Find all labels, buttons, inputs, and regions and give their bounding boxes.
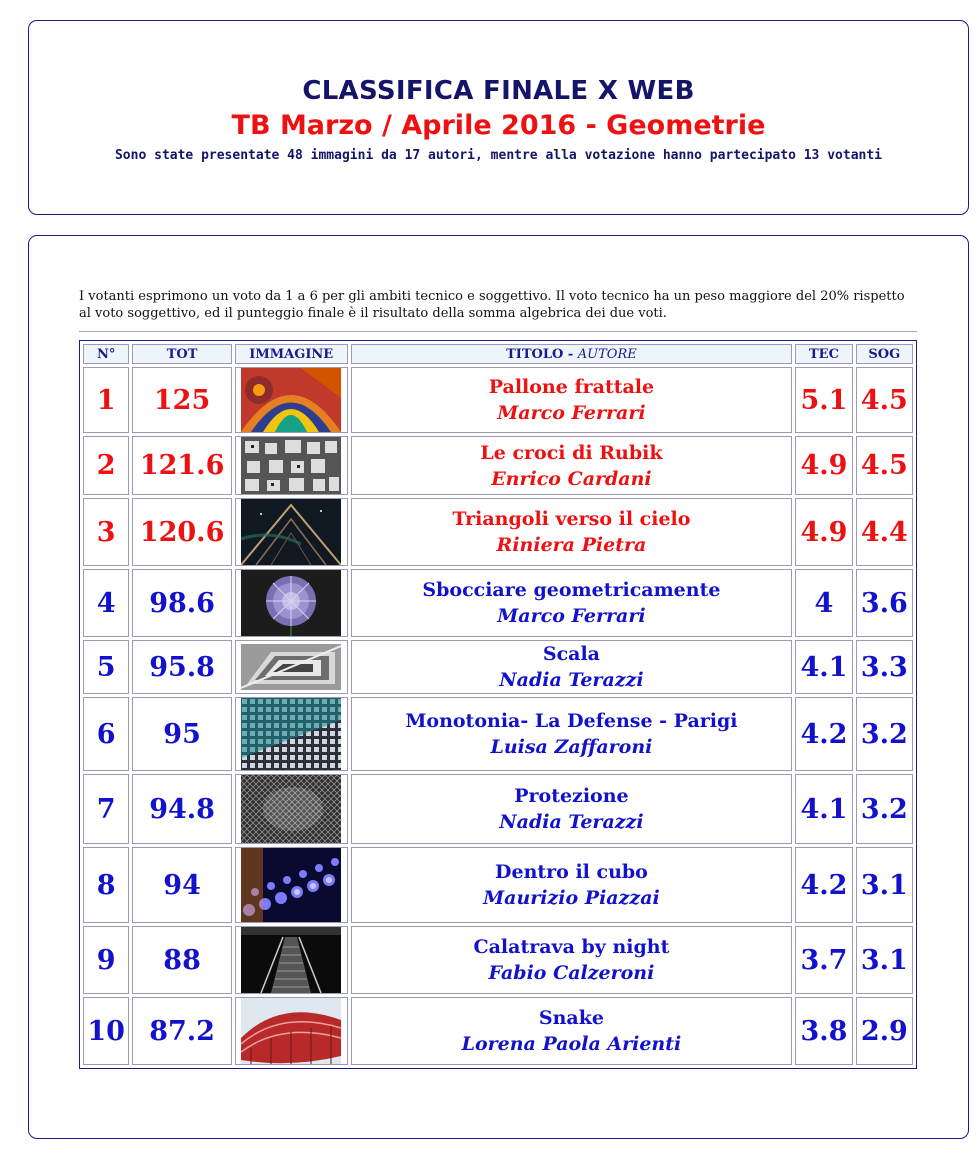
table-row (83, 569, 913, 637)
table-row (83, 436, 913, 495)
rank-cell: 4 (83, 569, 129, 637)
tec-score-cell: 4 (795, 569, 852, 637)
table-row (83, 997, 913, 1065)
contest-subtitle: TB Marzo / Aprile 2016 - Geometrie (231, 110, 766, 141)
photo-title: Snake (538, 1007, 604, 1029)
total-score-cell: 125 (132, 367, 232, 433)
col-header-separator: - (563, 346, 578, 362)
title-author-cell (351, 997, 793, 1065)
rank-cell: 3 (83, 498, 129, 566)
total-score-cell: 95 (132, 697, 232, 771)
rank-cell: 2 (83, 436, 129, 495)
divider (79, 331, 917, 332)
sog-score-cell: 2.9 (856, 997, 913, 1065)
photo-author: Nadia Terazzi (499, 669, 644, 691)
page-title: CLASSIFICA FINALE X WEB (302, 76, 695, 106)
total-score-cell: 95.8 (132, 640, 232, 694)
table-row (83, 926, 913, 994)
sog-score-cell: 3.2 (856, 697, 913, 771)
table-row (83, 847, 913, 923)
photo-title: Dentro il cubo (495, 861, 648, 883)
sog-score-cell: 3.1 (856, 847, 913, 923)
tec-score-cell: 3.8 (795, 997, 852, 1065)
ranking-table (79, 340, 917, 1069)
photo-title: Pallone frattale (488, 376, 655, 398)
rank-cell: 5 (83, 640, 129, 694)
sog-score-cell: 4.5 (856, 436, 913, 495)
total-score-cell: 94 (132, 847, 232, 923)
blue-lights-image[interactable] (236, 848, 347, 922)
title-author-cell (351, 847, 793, 923)
allium-flower-image[interactable] (236, 570, 347, 636)
tec-score-cell: 4.9 (795, 498, 852, 566)
tec-score-cell: 4.1 (795, 774, 852, 844)
table-row (83, 498, 913, 566)
photo-title: Le croci di Rubik (480, 441, 663, 464)
thumbnail-cell (235, 926, 348, 994)
title-author-cell (351, 774, 793, 844)
red-pavilion-image[interactable] (236, 998, 347, 1064)
table-header-row (83, 344, 913, 364)
total-score-cell: 98.6 (132, 569, 232, 637)
rank-cell: 6 (83, 697, 129, 771)
title-author-cell (351, 640, 793, 694)
staircase-image[interactable] (236, 644, 347, 690)
thumbnail-cell (235, 569, 348, 637)
tec-score-cell: 5.1 (795, 367, 852, 433)
total-score-cell: 121.6 (132, 436, 232, 495)
total-score-cell: 88 (132, 926, 232, 994)
photo-title: Calatrava by night (473, 936, 670, 958)
photo-author: Marco Ferrari (497, 402, 646, 424)
title-author-cell (351, 498, 793, 566)
thumbnail-cell (235, 498, 348, 566)
thumbnail-cell (235, 367, 348, 433)
thumbnail-cell (235, 774, 348, 844)
title-author-cell (351, 926, 793, 994)
col-header-rank: N° (83, 344, 129, 364)
stairs-night-image[interactable] (236, 927, 347, 993)
rank-cell: 8 (83, 847, 129, 923)
col-header-author: AUTORE (577, 346, 637, 362)
wire-mesh-image[interactable] (236, 775, 347, 843)
thumbnail-cell (235, 847, 348, 923)
thumbnail-cell (235, 436, 348, 495)
sog-score-cell: 3.6 (856, 569, 913, 637)
header-panel (28, 20, 969, 215)
sog-score-cell: 4.5 (856, 367, 913, 433)
table-row (83, 367, 913, 433)
tec-score-cell: 4.9 (795, 436, 852, 495)
photo-author: Riniera Pietra (496, 534, 647, 556)
photo-title: Triangoli verso il cielo (452, 508, 691, 530)
tec-score-cell: 3.7 (795, 926, 852, 994)
thumbnail-cell (235, 640, 348, 694)
tec-score-cell: 4.1 (795, 640, 852, 694)
table-row (83, 640, 913, 694)
title-author-cell (351, 697, 793, 771)
cube-grid-image[interactable] (236, 437, 347, 494)
photo-author: Fabio Calzeroni (488, 962, 655, 984)
sog-score-cell: 3.2 (856, 774, 913, 844)
table-row (83, 697, 913, 771)
sog-score-cell: 3.3 (856, 640, 913, 694)
title-author-cell (351, 367, 793, 433)
voting-rules-text: I votanti esprimono un voto da 1 a 6 per gli ambiti tecnico e soggettivo. Il voto tecnico ha un peso maggiore del 20% rispetto al voto soggettivo, ed il punteggio finale è il risultato della somma algebrica dei due voti. (79, 289, 905, 321)
photo-title: Sbocciare geometricamente (422, 579, 721, 601)
col-header-total: TOT (132, 344, 232, 364)
total-score-cell: 87.2 (132, 997, 232, 1065)
night-sky-structure-image[interactable] (236, 499, 347, 565)
rank-cell: 9 (83, 926, 129, 994)
col-header-image: IMMAGINE (235, 344, 348, 364)
col-header-sog: SOG (856, 344, 913, 364)
sog-score-cell: 3.1 (856, 926, 913, 994)
photo-author: Lorena Paola Arienti (461, 1033, 682, 1055)
contest-summary: Sono state presentate 48 immagini da 17 autori, mentre alla votazione hanno partecipato 13 votanti (114, 148, 882, 163)
tec-score-cell: 4.2 (795, 697, 852, 771)
total-score-cell: 94.8 (132, 774, 232, 844)
photo-author: Luisa Zaffaroni (490, 736, 653, 758)
hot-air-balloon-image[interactable] (236, 368, 347, 432)
rank-cell: 10 (83, 997, 129, 1065)
table-row (83, 774, 913, 844)
photo-title: Protezione (514, 785, 629, 807)
sog-score-cell: 4.4 (856, 498, 913, 566)
photo-author: Marco Ferrari (497, 605, 646, 627)
col-header-tec: TEC (795, 344, 852, 364)
thumbnail-cell (235, 697, 348, 771)
tec-score-cell: 4.2 (795, 847, 852, 923)
photo-author: Enrico Cardani (491, 467, 652, 490)
col-header-title-author (351, 344, 793, 364)
title-author-cell (351, 436, 793, 495)
col-header-title: TITOLO (506, 346, 564, 362)
rank-cell: 7 (83, 774, 129, 844)
photo-author: Maurizio Piazzai (483, 887, 660, 909)
photo-title: Scala (542, 643, 600, 665)
thumbnail-cell (235, 997, 348, 1065)
results-panel (28, 235, 969, 1139)
total-score-cell: 120.6 (132, 498, 232, 566)
building-facade-image[interactable] (236, 698, 347, 770)
photo-title: Monotonia- La Defense - Parigi (405, 710, 738, 732)
title-author-cell (351, 569, 793, 637)
photo-author: Nadia Terazzi (499, 811, 644, 833)
rank-cell: 1 (83, 367, 129, 433)
